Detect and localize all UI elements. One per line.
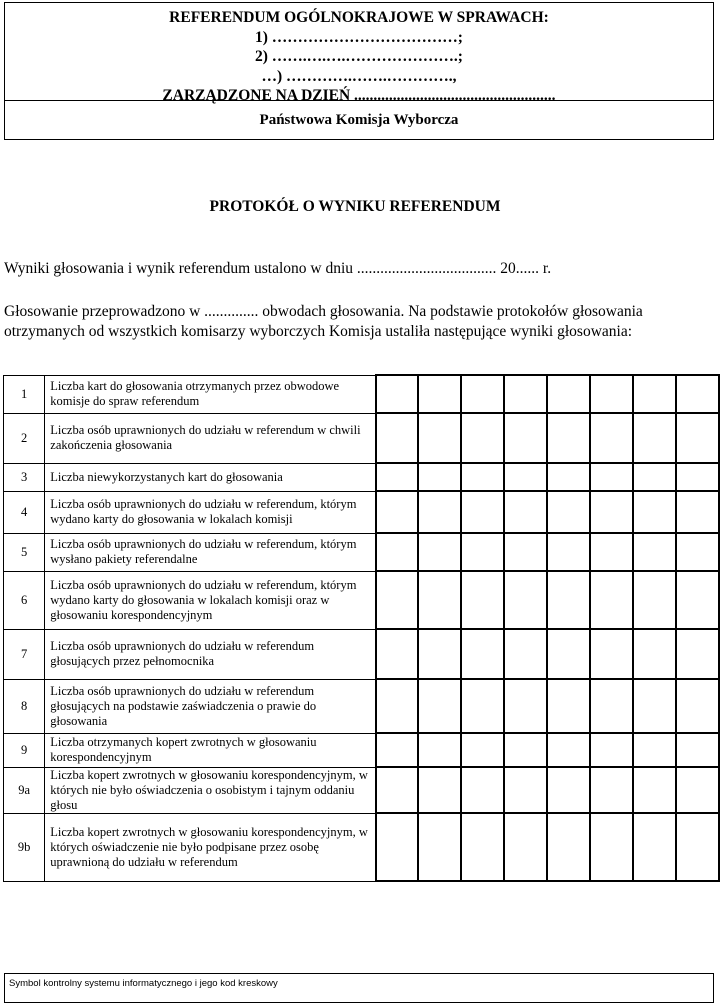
digit-box[interactable] <box>633 463 676 491</box>
digit-box[interactable] <box>547 413 590 463</box>
digit-box[interactable] <box>633 813 676 881</box>
row-label: Liczba osób uprawnionych do udziału w referendum głosujących na podstawie zaświadczenia o prawie do głosowania <box>45 679 376 733</box>
digit-box[interactable] <box>504 679 547 733</box>
row-label: Liczba osób uprawnionych do udziału w referendum, którym wydano karty do głosowania w lokalach komisji oraz w głosowaniu korespondencyjnym <box>45 571 376 629</box>
row-number: 8 <box>4 679 45 733</box>
digit-box[interactable] <box>590 767 633 813</box>
digit-box[interactable] <box>547 813 590 881</box>
row-number: 4 <box>4 491 45 533</box>
table-row <box>4 463 720 491</box>
intro-line: Głosowanie przeprowadzono w .............. obwodach głosowania. Na podstawie protokołów głosowania <box>4 303 643 320</box>
digit-box[interactable] <box>418 533 461 571</box>
table-row <box>4 533 720 571</box>
digit-box[interactable] <box>504 813 547 881</box>
digit-box[interactable] <box>633 413 676 463</box>
header-line: 2) …….….….………………….; <box>255 48 463 65</box>
digit-box[interactable] <box>547 679 590 733</box>
digit-box[interactable] <box>676 533 719 571</box>
digit-box[interactable] <box>590 375 633 413</box>
table-row <box>4 813 720 881</box>
digit-box[interactable] <box>676 491 719 533</box>
digit-box[interactable] <box>676 813 719 881</box>
digit-box[interactable] <box>418 813 461 881</box>
row-label: Liczba osób uprawnionych do udziału w referendum w chwili zakończenia głosowania <box>45 413 376 463</box>
digit-box[interactable] <box>633 629 676 679</box>
header-box <box>4 2 714 140</box>
digit-box[interactable] <box>376 375 419 413</box>
row-label: Liczba kopert zwrotnych w głosowaniu korespondencyjnym, w których oświadczenie nie było podpisane przez osobę uprawnioną do udziału w referendum <box>45 813 376 881</box>
digit-box[interactable] <box>633 767 676 813</box>
digit-box[interactable] <box>504 629 547 679</box>
digit-box[interactable] <box>504 571 547 629</box>
table-row <box>4 491 720 533</box>
digit-box[interactable] <box>461 491 504 533</box>
digit-box[interactable] <box>633 571 676 629</box>
digit-box[interactable] <box>461 413 504 463</box>
digit-box[interactable] <box>676 463 719 491</box>
digit-box[interactable] <box>376 813 419 881</box>
digit-box[interactable] <box>376 491 419 533</box>
digit-box[interactable] <box>547 767 590 813</box>
digit-box[interactable] <box>676 413 719 463</box>
row-number: 2 <box>4 413 45 463</box>
document-title: PROTOKÓŁ O WYNIKU REFERENDUM <box>209 198 501 215</box>
table-row <box>4 767 720 813</box>
row-label: Liczba osób uprawnionych do udziału w referendum, którym wydano karty do głosowania w lokalach komisji <box>45 491 376 533</box>
referendum-header <box>5 3 713 104</box>
row-number: 3 <box>4 463 45 491</box>
digit-box[interactable] <box>547 491 590 533</box>
digit-box[interactable] <box>676 375 719 413</box>
header-line: 1) ………………………………; <box>255 28 463 46</box>
table-row <box>4 629 720 679</box>
table-row <box>4 571 720 629</box>
digit-box[interactable] <box>590 629 633 679</box>
header-line: ZARZĄDZONE NA DZIEŃ .................................................... <box>162 87 556 104</box>
row-label: Liczba osób uprawnionych do udziału w referendum głosujących przez pełnomocnika <box>45 629 376 679</box>
digit-box[interactable] <box>418 679 461 733</box>
commission-name: Państwowa Komisja Wyborcza <box>259 112 459 128</box>
digit-box[interactable] <box>547 463 590 491</box>
row-label: Liczba niewykorzystanych kart do głosowania <box>45 463 376 491</box>
digit-box[interactable] <box>418 571 461 629</box>
digit-box[interactable] <box>418 733 461 767</box>
digit-box[interactable] <box>418 413 461 463</box>
digit-box[interactable] <box>590 571 633 629</box>
digit-box[interactable] <box>461 629 504 679</box>
digit-box[interactable] <box>376 533 419 571</box>
digit-box[interactable] <box>590 533 633 571</box>
table-row <box>4 413 720 463</box>
digit-box[interactable] <box>676 733 719 767</box>
digit-box[interactable] <box>376 629 419 679</box>
row-number: 7 <box>4 629 45 679</box>
digit-box[interactable] <box>461 571 504 629</box>
digit-box[interactable] <box>633 375 676 413</box>
row-number: 9 <box>4 733 45 767</box>
table-row <box>4 733 720 767</box>
digit-box[interactable] <box>461 375 504 413</box>
digit-box[interactable] <box>376 679 419 733</box>
digit-box[interactable] <box>461 463 504 491</box>
digit-box[interactable] <box>547 533 590 571</box>
digit-box[interactable] <box>418 491 461 533</box>
digit-box[interactable] <box>633 533 676 571</box>
digit-box[interactable] <box>676 767 719 813</box>
digit-box[interactable] <box>376 463 419 491</box>
digit-box[interactable] <box>376 571 419 629</box>
results-table <box>3 374 720 882</box>
digit-box[interactable] <box>590 679 633 733</box>
digit-box[interactable] <box>547 733 590 767</box>
digit-box[interactable] <box>504 463 547 491</box>
digit-box[interactable] <box>633 733 676 767</box>
digit-box[interactable] <box>547 375 590 413</box>
digit-box[interactable] <box>676 679 719 733</box>
digit-box[interactable] <box>676 629 719 679</box>
intro-line: otrzymanych od wszystkich komisarzy wyborczych Komisja ustaliła następujące wyniki głosowania: <box>4 323 633 340</box>
table-row <box>4 375 720 413</box>
row-number: 1 <box>4 375 45 413</box>
table-row <box>4 679 720 733</box>
digit-box[interactable] <box>504 733 547 767</box>
digit-box[interactable] <box>590 413 633 463</box>
digit-box[interactable] <box>633 679 676 733</box>
digit-box[interactable] <box>676 571 719 629</box>
row-number: 9b <box>4 813 45 881</box>
digit-box[interactable] <box>633 491 676 533</box>
digit-box[interactable] <box>461 813 504 881</box>
digit-box[interactable] <box>376 767 419 813</box>
intro-paragraph <box>4 302 716 342</box>
row-label: Liczba kart do głosowania otrzymanych przez obwodowe komisje do spraw referendum <box>45 375 376 413</box>
row-label: Liczba osób uprawnionych do udziału w referendum, którym wysłano pakiety referendalne <box>45 533 376 571</box>
digit-box[interactable] <box>504 767 547 813</box>
row-number: 6 <box>4 571 45 629</box>
row-number: 5 <box>4 533 45 571</box>
digit-box[interactable] <box>418 767 461 813</box>
digit-box[interactable] <box>590 813 633 881</box>
digit-box[interactable] <box>418 463 461 491</box>
digit-box[interactable] <box>504 491 547 533</box>
digit-box[interactable] <box>461 733 504 767</box>
row-number: 9a <box>4 767 45 813</box>
digit-box[interactable] <box>590 463 633 491</box>
digit-box[interactable] <box>461 767 504 813</box>
digit-box[interactable] <box>547 629 590 679</box>
digit-box[interactable] <box>504 533 547 571</box>
digit-box[interactable] <box>418 375 461 413</box>
digit-box[interactable] <box>590 491 633 533</box>
digit-box[interactable] <box>461 533 504 571</box>
header-line: …) ………….…….…………., <box>261 67 457 85</box>
digit-box[interactable] <box>504 413 547 463</box>
row-label: Liczba kopert zwrotnych w głosowaniu korespondencyjnym, w których nie było oświadczenia o osobistym i tajnym oddaniu głosu <box>45 767 376 813</box>
date-paragraph: Wyniki głosowania i wynik referendum ustalono w dniu .................................... 20...... r. <box>4 260 552 277</box>
digit-box[interactable] <box>376 413 419 463</box>
digit-box[interactable] <box>590 733 633 767</box>
control-symbol-box: Symbol kontrolny systemu informatycznego i jego kod kreskowy <box>4 973 714 1003</box>
digit-box[interactable] <box>547 571 590 629</box>
digit-box[interactable] <box>504 375 547 413</box>
digit-box[interactable] <box>418 629 461 679</box>
digit-box[interactable] <box>376 733 419 767</box>
row-label: Liczba otrzymanych kopert zwrotnych w głosowaniu korespondencyjnym <box>45 733 376 767</box>
digit-box[interactable] <box>461 679 504 733</box>
header-line: REFERENDUM OGÓLNOKRAJOWE W SPRAWACH: <box>169 9 549 26</box>
